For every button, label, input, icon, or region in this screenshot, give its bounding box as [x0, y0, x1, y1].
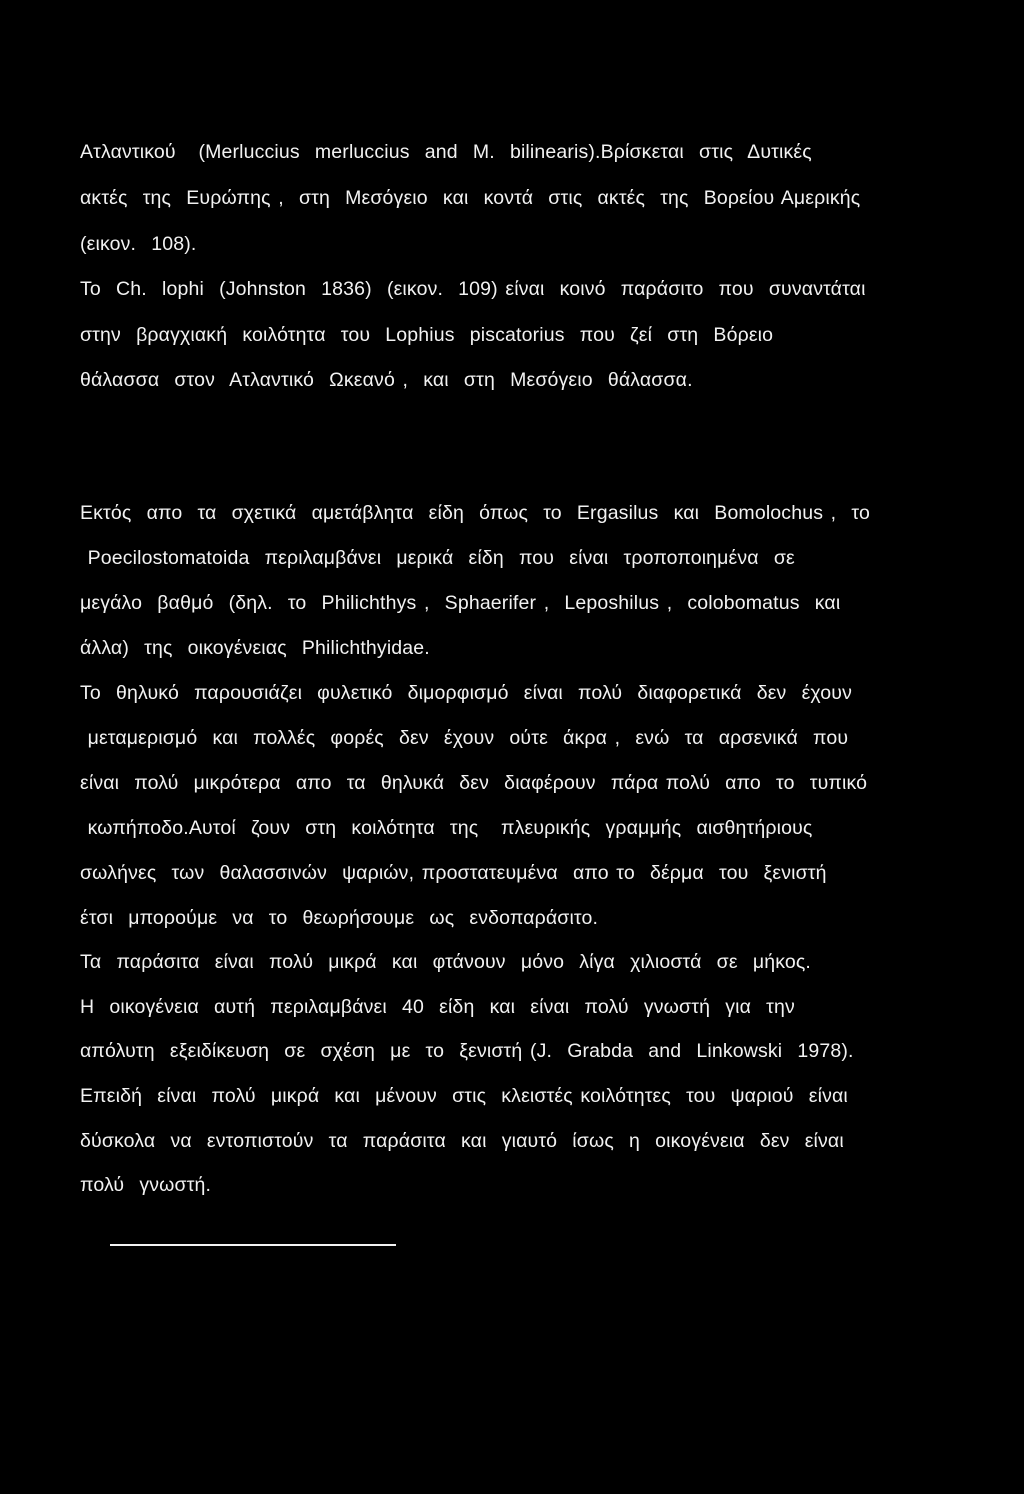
text-line: (εικον. 108). [80, 233, 197, 255]
text-line: δύσκολα να εντοπιστούν τα παράσιτα και γιαυτό ίσως η οικογένεια δεν είναι [80, 1130, 844, 1152]
text-line: Το θηλυκό παρουσιάζει φυλετικό διμορφισμό είναι πολύ διαφορετικά δεν έχουν [80, 682, 852, 704]
text-line: στην βραγχιακή κοιλότητα του Lophius piscatorius που ζεί στη Βόρειο [80, 324, 774, 346]
text-line: Το Ch. lophi (Johnston 1836) (εικον. 109) είναι κοινό παράσιτο που συναντάται [80, 278, 866, 300]
text-line: θάλασσα στον Ατλαντικό Ωκεανό , και στη Μεσόγειο θάλασσα. [80, 369, 693, 391]
text-line: Εκτός απο τα σχετικά αμετάβλητα είδη όπως το Ergasilus και Bomolochus , το [80, 502, 870, 524]
text-line: πολύ γνωστή. [80, 1174, 212, 1196]
text-line: σωλήνες των θαλασσινών ψαριών, προστατευμένα απο το δέρμα του ξενιστή [80, 862, 827, 884]
text-line: Poecilostomatoida περιλαμβάνει μερικά είδη που είναι τροποποιημένα σε [80, 547, 795, 569]
text-line: είναι πολύ μικρότερα απο τα θηλυκά δεν διαφέρουν πάρα πολύ απο το τυπικό [80, 772, 868, 794]
text-line: άλλα) της οικογένειας Philichthyidae. [80, 637, 430, 659]
text-line: Επειδή είναι πολύ μικρά και μένουν στις κλειστές κοιλότητες του ψαριού είναι [80, 1085, 848, 1107]
text-line: κωπήποδο.Αυτοί ζουν στη κοιλότητα της πλευρικής γραμμής αισθητήριους [80, 817, 813, 839]
text-line: έτσι μπορούμε να το θεωρήσουμε ως ενδοπαράσιτο. [80, 907, 599, 929]
text-line: ακτές της Ευρώπης , στη Μεσόγειο και κοντά στις ακτές της Βορείου Αμερικής [80, 187, 861, 209]
text-line: μεγάλο βαθμό (δηλ. το Philichthys , Sphaerifer , Leposhilus , colobomatus και [80, 592, 841, 614]
text-line: Τα παράσιτα είναι πολύ μικρά και φτάνουν μόνο λίγα χιλιοστά σε μήκος. [80, 951, 811, 973]
footnote-separator [110, 1244, 396, 1246]
text-line: μεταμερισμό και πολλές φορές δεν έχουν ούτε άκρα , ενώ τα αρσενικά που [80, 727, 849, 749]
text-line: απόλυτη εξειδίκευση σε σχέση με το ξενιστή (J. Grabda and Linkowski 1978). [80, 1040, 854, 1062]
text-line: Ατλαντικού (Merluccius merluccius and M. bilinearis).Βρίσκεται στις Δυτικές [80, 141, 812, 163]
text-line: Η οικογένεια αυτή περιλαμβάνει 40 είδη και είναι πολύ γνωστή για την [80, 996, 795, 1018]
